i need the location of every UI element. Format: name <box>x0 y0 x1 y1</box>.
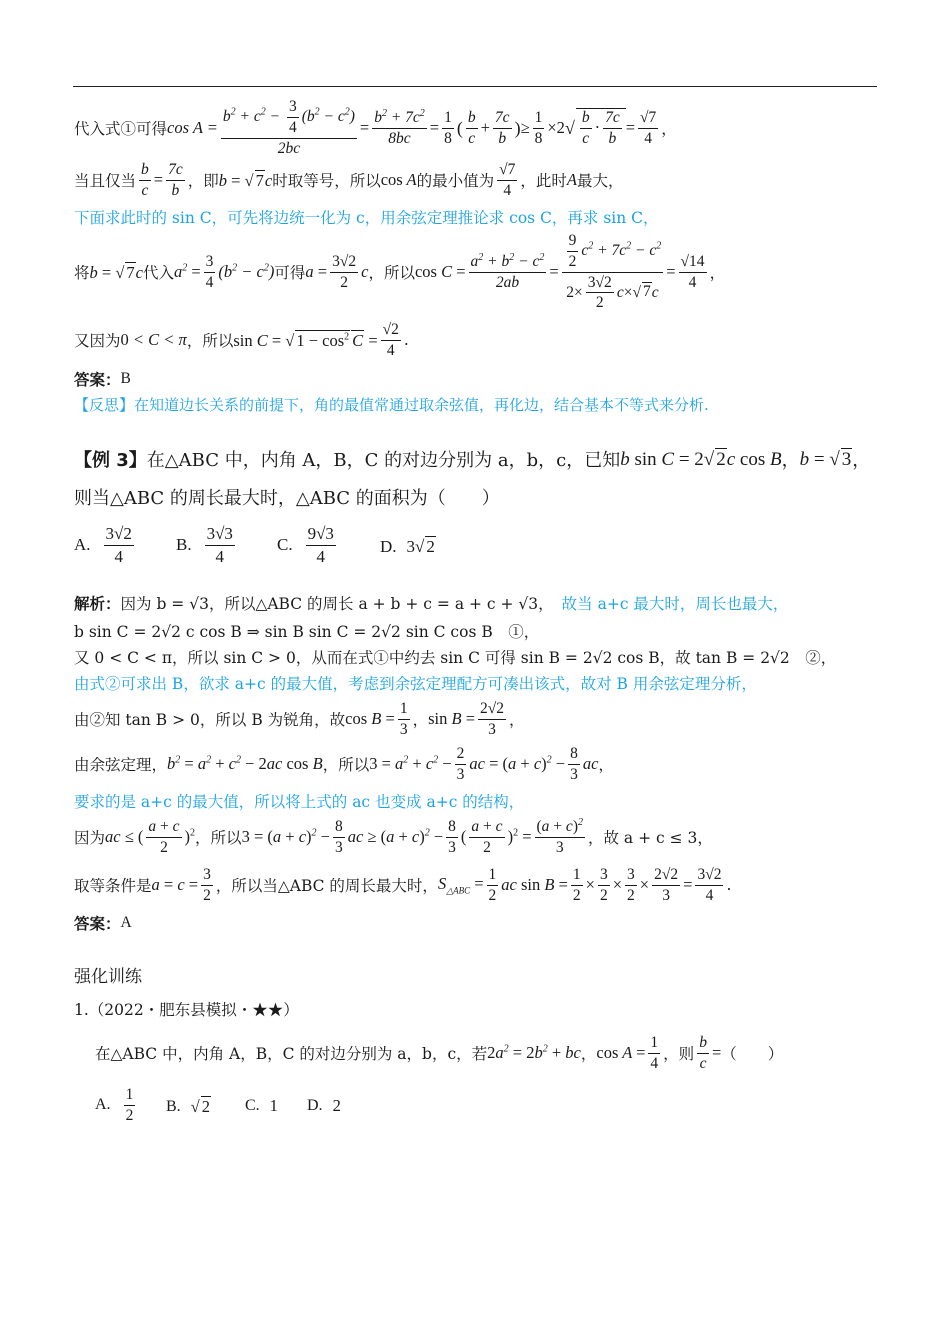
exercise1-question: 在△ABC 中，内角 A，B，C 的对边分别为 a，b，c，若 $2a^2 = 2b^2$ + bc ， cos A = $\frac{1}{4}$ ，则 $\frac{b}{c}$ = （ ） <box>95 1033 784 1072</box>
text: ， <box>661 120 677 138</box>
exercise1-option-b[interactable]: B. √ 2 <box>166 1097 210 1116</box>
formula: cos A = <box>167 118 218 137</box>
example3-line-1: 【例 3】 在△ABC 中，内角 A，B，C 的对边分别为 a，b，c，已知 b sin C = 2√ 2c cos B ， b = √ 3 ， <box>74 448 871 471</box>
example3-option-a[interactable]: A. 3√2 4 <box>74 524 132 566</box>
formula: $\frac{b}{c}$ · $\frac{7c}{b}$ <box>576 108 626 148</box>
reflection-line: 【反思】 在知道边长关系的前提下，角的最值常通过取余弦值，再化边，结合基本不等式来分析. <box>74 396 709 414</box>
example3-option-b[interactable]: B. 3√3 4 <box>176 524 233 566</box>
exercise1-option-d[interactable]: D. 2 <box>307 1096 341 1115</box>
solution-line-3: 又 0 < C < π，所以 sin C > 0，从而在式①中约去 sin C 可得 sin B = 2√2 cos B，故 tan B = 2√2 ②， <box>74 649 837 667</box>
solution-line-6: 由余弦定理， $b^2 = a^2 + c^2 - 2ac$ cos B ，所以 $3 = a^2 + c^2$ − $\frac{2}{3}$ ac = $(a + c)^2$ − $\frac{8}{3}$ ac ， <box>74 744 614 783</box>
solution-line-9: 取等条件是 a = c = $\frac{3}{2}$ ，所以当△ABC 的周长最大时， $S_{\triangle ABC}$ = $\frac{1}{2}$ ac sin B = $\frac{1}{2}$ × $\frac{3}{2}$ × $\frac{3}{2}$ × $\frac{2√2}{3}$ = $\frac{3√2}{4}$ . <box>74 865 732 904</box>
exercise1-header: 1.（2022・肥东县模拟・★★） <box>74 1001 299 1019</box>
derivation-line-2: 当且仅当 $\frac{b}{c}$ = $\frac{7c}{b}$ ，即 b = √ 7c 时取等号，所以 cos A 的最小值为 √7 4 ，此时 A 最大， <box>74 160 624 199</box>
solution-hint-line-2: 要求的是 a+c 的最大值，所以将上式的 ac 也变成 a+c 的结构， <box>74 793 525 811</box>
solution-line-5: 由②知 tan B > 0，所以 B 为锐角，故 cos B = $\frac{1}{3}$ ， sin B = $\frac{2√2}{3}$ ， <box>74 699 525 738</box>
answer-line-1: 答案： B <box>74 370 131 389</box>
exercise1-option-a[interactable]: A. 1 2 <box>95 1086 134 1124</box>
header-rule <box>73 86 877 87</box>
derivation-line-4: 将 b = √ 7c 代入 $a^2$ = $\frac{3}{4}$ $(b^2 - c^2)$ 可得 a = $\frac{3√2}{2}$ c ，所以 cos C = $\frac{a^2 + b^2 - c^2}{2ab}$ = $\frac{9}{2}$ $c^2 + 7c^2 - c^2$ 2× $\frac{3√2}{2}$ c×√ 7c = $\frac{√14}{4}$ ， <box>74 231 726 312</box>
example3-option-d[interactable]: D. 3√ 2 <box>380 536 435 556</box>
formula: $b^2 + c^2$ − $\frac{3}{4}$ $(b^2 - c^2)$ 2bc <box>222 98 355 157</box>
formula: $\frac{b^2 + 7c^2}{8bc}$ <box>374 108 425 148</box>
reflection-tag: 【反思】 <box>74 396 135 414</box>
exercise1-option-c[interactable]: C. 1 <box>245 1096 278 1115</box>
solution-line-8: 因为 ac ≤ ( a + c 2 )$^2$ ，所以 $3 = (a + c)^2$ − $\frac{8}{3}$ ac ≥ $(a + c)^2$ − $\frac{8}{3}$ ( a + c 2 )$^2$ = $\frac{(a + c)^2}{3}$ ，故 a + c ≤ 3， <box>74 817 713 857</box>
example3-option-c[interactable]: C. 9√3 4 <box>277 524 334 566</box>
solution-line-1: 解析： 因为 b = √3，所以△ABC 的周长 a + b + c = a + c + √3， 故当 a+c 最大时，周长也最大， <box>74 595 789 613</box>
derivation-line-1: 代入式①可得 cos A = $b^2 + c^2$ − $\frac{3}{4}$ $(b^2 - c^2)$ 2bc = $\frac{b^2 + 7c^2}{8bc}$ = $\frac{1}{8}$ ( b c + $\frac{7c}{b}$ ) ≥ $\frac{1}{8}$ ×2 √ $\frac{b}{c}$ · $\frac{7c}{b}$ = $\frac{√7}{4}$ ， <box>74 98 677 157</box>
section-title: 强化训练 <box>74 967 142 987</box>
derivation-hint-line: 下面求此时的 sin C，可先将边统一化为 c，用余弦定理推论求 cos C，再求 sin C， <box>74 209 659 227</box>
derivation-line-5: 又因为 0 < C < π ，所以 sin C = √ $1 - \cos^2 C$ = $\frac{√2}{4}$ . <box>74 320 409 359</box>
text: 代入式①可得 <box>74 120 168 138</box>
solution-hint-line: 由式②可求出 B，欲求 a+c 的最大值，考虑到余弦定理配方可凑出该式，故对 B 用余弦定理分析， <box>74 675 757 693</box>
example3-line-2: 则当△ABC 的周长最大时，△ABC 的面积为（ ） <box>74 488 500 509</box>
answer-line-2: 答案： A <box>74 914 132 933</box>
solution-line-2: b sin C = 2√2 c cos B ⇒ sin B sin C = 2√2 sin C cos B ①， <box>74 623 540 641</box>
